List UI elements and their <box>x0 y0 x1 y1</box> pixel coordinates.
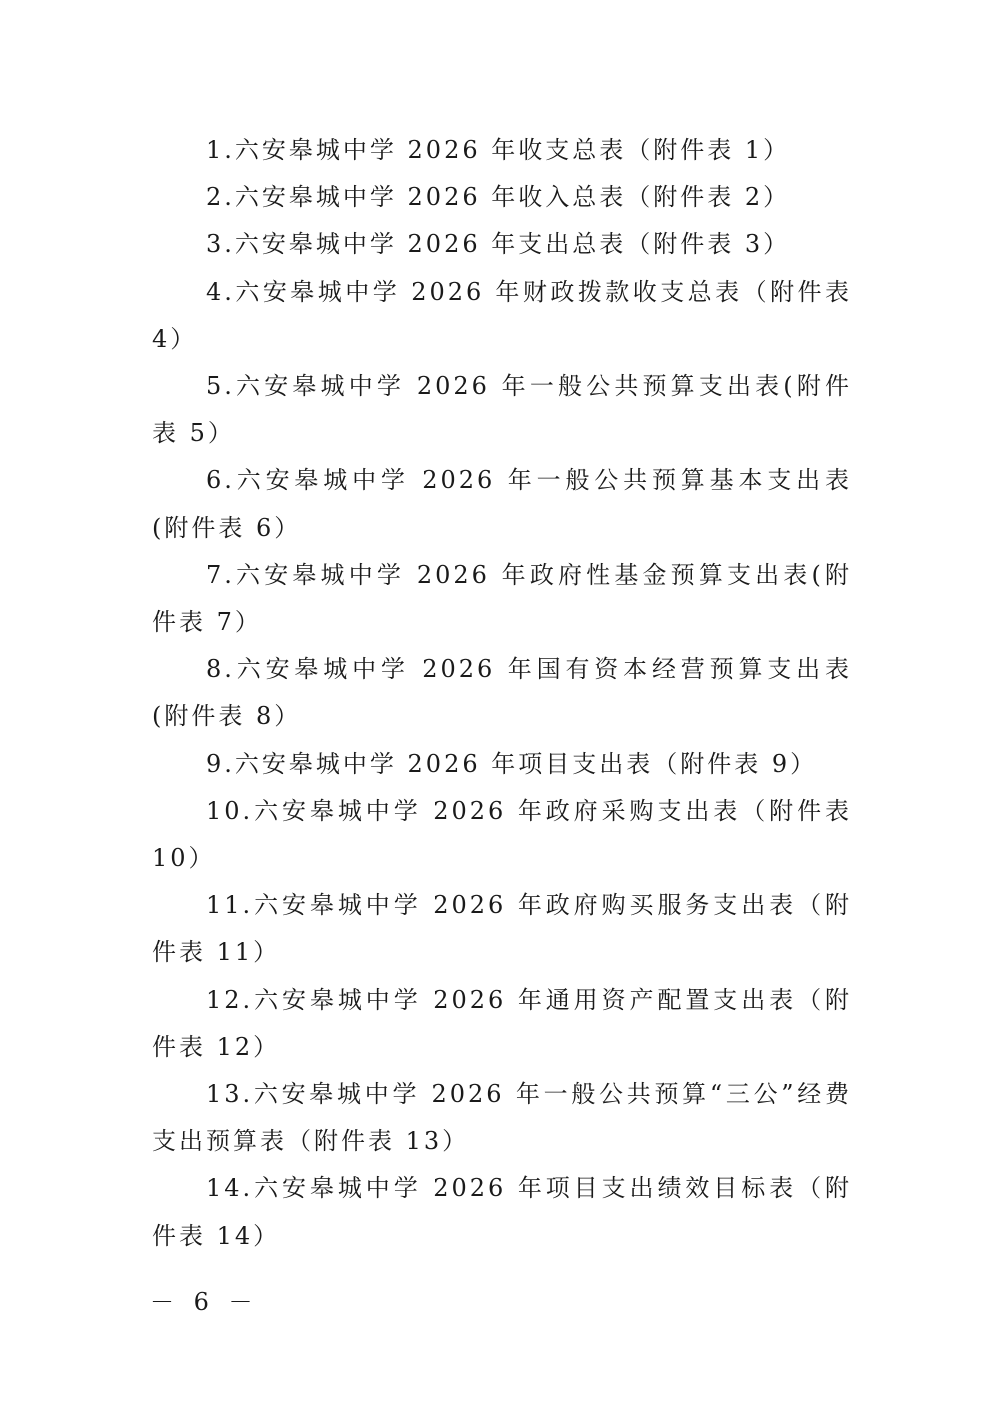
attachment-item-11: 11.六安皋城中学 2026 年政府购买服务支出表（附件表 11） <box>152 891 852 967</box>
attachment-item-4: 4.六安皋城中学 2026 年财政拨款收支总表（附件表 4） <box>152 277 852 353</box>
attachment-item-10: 10.六安皋城中学 2026 年政府采购支出表（附件表 10） <box>152 796 852 873</box>
attachment-item-13: 13.六安皋城中学 2026 年一般公共预算“三公”经费支出预算表（附件表 13） <box>152 1080 852 1156</box>
attachment-item-7: 7.六安皋城中学 2026 年政府性基金预算支出表(附件表 7） <box>152 560 852 637</box>
attachment-item-1: 1.六安皋城中学 2026 年收支总表（附件表 1） <box>206 136 791 164</box>
attachment-item-14: 14.六安皋城中学 2026 年项目支出绩效目标表（附件表 14） <box>152 1174 852 1250</box>
attachment-item-6: 6.六安皋城中学 2026 年一般公共预算基本支出表(附件表 6） <box>152 466 852 542</box>
attachment-item-12: 12.六安皋城中学 2026 年通用资产配置支出表（附件表 12） <box>152 985 852 1061</box>
attachment-list <box>152 127 852 1260</box>
attachment-item-5: 5.六安皋城中学 2026 年一般公共预算支出表(附件表 5） <box>152 372 852 448</box>
attachment-item-3: 3.六安皋城中学 2026 年支出总表（附件表 3） <box>206 230 791 259</box>
attachment-item-8: 8.六安皋城中学 2026 年国有资本经营预算支出表(附件表 8） <box>152 655 852 731</box>
attachment-item-2: 2.六安皋城中学 2026 年收入总表（附件表 2） <box>206 183 791 212</box>
attachment-item-9: 9.六安皋城中学 2026 年项目支出表（附件表 9） <box>206 749 818 778</box>
page-number: － 6 － <box>150 1288 259 1316</box>
